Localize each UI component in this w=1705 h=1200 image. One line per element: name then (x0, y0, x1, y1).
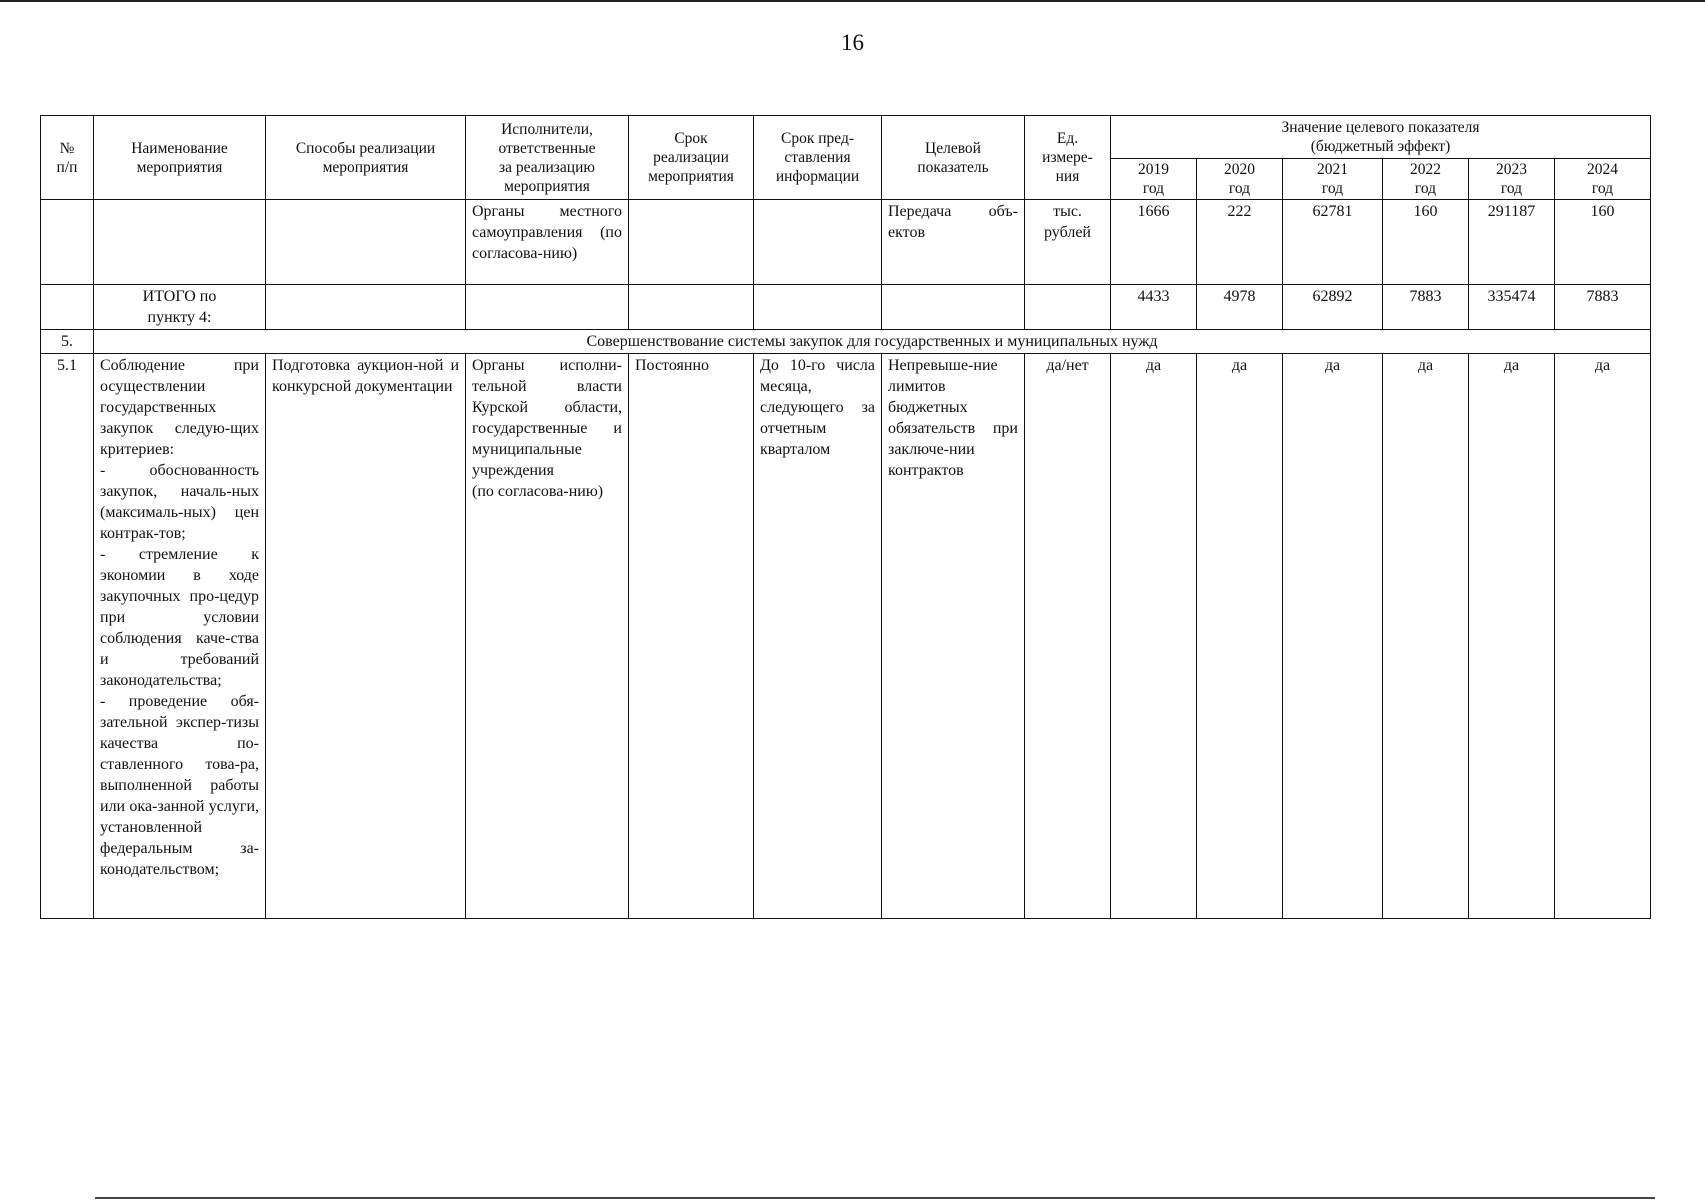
header-year: 2023 год (1469, 159, 1555, 200)
header-executors: Исполнители, ответственные за реализацию мероприятия (466, 116, 629, 200)
total-value: 4433 (1111, 285, 1197, 330)
cell-indicator: Непревыше-ние лимитов бюджетных обязательств при заключе-нии контрактов (882, 354, 1025, 919)
cell-value: да (1283, 354, 1383, 919)
header-year: 2019 год (1111, 159, 1197, 200)
cell-empty (266, 285, 466, 330)
cell-unit: тыс. рублей (1025, 200, 1111, 285)
section-row (41, 330, 1651, 354)
total-value: 62892 (1283, 285, 1383, 330)
cell-report-term (754, 200, 882, 285)
header-term: Срок реализации мероприятия (629, 116, 754, 200)
header-methods: Способы реализации мероприятия (266, 116, 466, 200)
cell-term: Постоянно (629, 354, 754, 919)
cell-value: 62781 (1283, 200, 1383, 285)
cell-name: Соблюдение при осуществлении государственных закупок следую-щих критериев: - обоснованность закупок, началь-ных (максималь-ных) цен контрак-тов; - стремление к экономии в ходе закупочных про-цедур при условии соблюдения каче-ства и требований законодательства; - проведение обя-зательной экспер-тизы качества по-ставленного това-ра, выполненной работы или ока-занной услуги, установленной федеральным за-конодательством; (94, 354, 266, 919)
header-year: 2021 год (1283, 159, 1383, 200)
cell-value: 222 (1197, 200, 1283, 285)
cell-unit: да/нет (1025, 354, 1111, 919)
cell-value: да (1555, 354, 1651, 919)
page-number: 16 (841, 30, 864, 55)
total-value: 4978 (1197, 285, 1283, 330)
cell-value: 160 (1383, 200, 1469, 285)
total-label: ИТОГО по пункту 4: (94, 285, 266, 330)
section-num: 5. (41, 330, 94, 354)
header-row-1 (41, 116, 1651, 159)
cell-report-term: До 10-го числа месяца, следующего за отчетным кварталом (754, 354, 882, 919)
cell-num (41, 285, 94, 330)
cell-empty (466, 285, 629, 330)
table-row-total (41, 285, 1651, 330)
total-value: 335474 (1469, 285, 1555, 330)
cell-methods (266, 200, 466, 285)
table-row-continuation (41, 200, 1651, 285)
cell-term (629, 200, 754, 285)
cell-value: да (1197, 354, 1283, 919)
cell-value: да (1469, 354, 1555, 919)
header-report-term: Срок пред- ставления информации (754, 116, 882, 200)
scan-top-edge (0, 0, 1705, 2)
cell-empty (882, 285, 1025, 330)
header-num: № п/п (41, 116, 94, 200)
header-year: 2022 год (1383, 159, 1469, 200)
cell-indicator: Передача объ-ектов (882, 200, 1025, 285)
cell-methods: Подготовка аукцион-ной и конкурсной документации (266, 354, 466, 919)
table-row-5-1 (41, 354, 1651, 919)
cell-num (41, 200, 94, 285)
header-value-group: Значение целевого показателя (бюджетный эффект) (1111, 116, 1651, 159)
cell-executors: Органы исполни-тельной власти Курской области, государственные и муниципальные учреждения (по согласова-нию) (466, 354, 629, 919)
cell-value: 291187 (1469, 200, 1555, 285)
cell-executors: Органы местного самоуправления (по согласова-нию) (466, 200, 629, 285)
cell-num: 5.1 (41, 354, 94, 919)
header-unit: Ед. измере- ния (1025, 116, 1111, 200)
cell-empty (754, 285, 882, 330)
cell-name (94, 200, 266, 285)
cell-value: да (1111, 354, 1197, 919)
cell-value: 160 (1555, 200, 1651, 285)
cell-empty (629, 285, 754, 330)
total-value: 7883 (1383, 285, 1469, 330)
section-title: Совершенствование системы закупок для государственных и муниципальных нужд (94, 330, 1651, 354)
total-value: 7883 (1555, 285, 1651, 330)
cell-value: да (1383, 354, 1469, 919)
header-indicator: Целевой показатель (882, 116, 1025, 200)
header-year: 2020 год (1197, 159, 1283, 200)
header-name: Наименование мероприятия (94, 116, 266, 200)
measures-table (40, 115, 1651, 919)
header-year: 2024 год (1555, 159, 1651, 200)
scan-bottom-edge (95, 1197, 1655, 1199)
cell-empty (1025, 285, 1111, 330)
cell-value: 1666 (1111, 200, 1197, 285)
